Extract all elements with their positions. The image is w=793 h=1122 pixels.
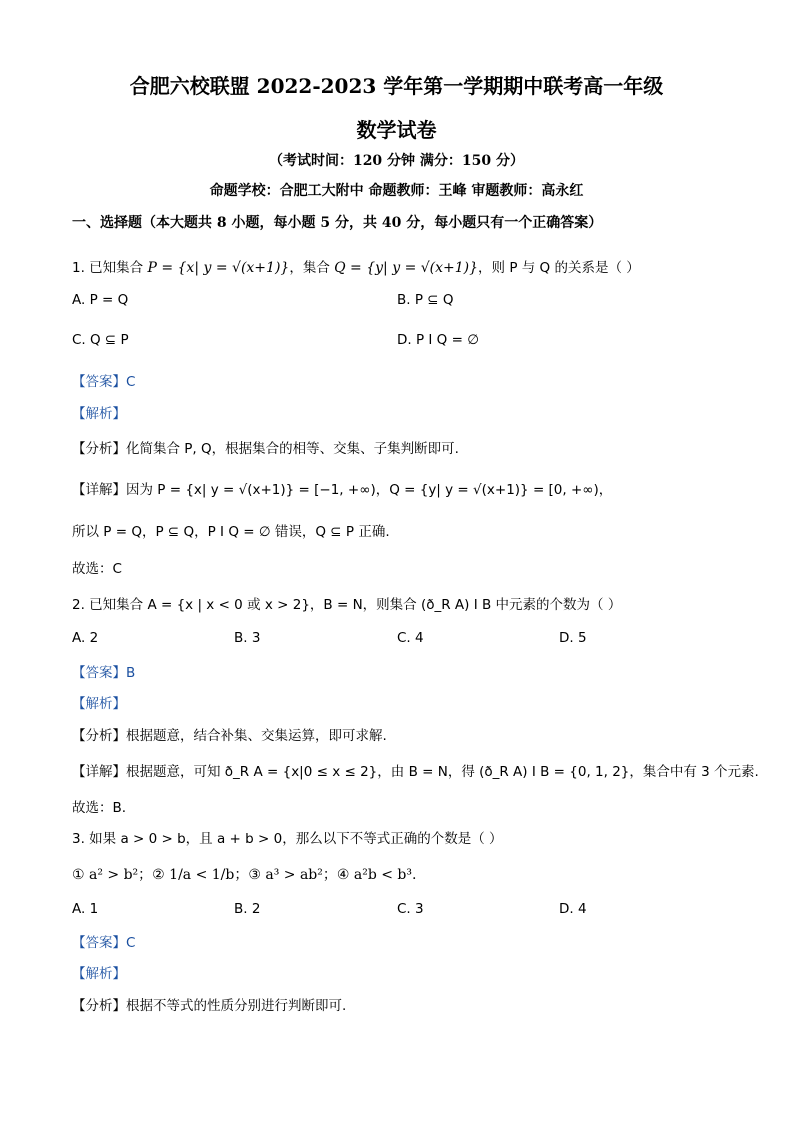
- q2-option-b: B. 3: [234, 630, 261, 646]
- q1-fenxi: 【分析】化简集合 P, Q，根据集合的相等、交集、子集判断即可.: [72, 441, 459, 457]
- q1-analysis-label: 【解析】: [72, 406, 126, 422]
- q3-fenxi: 【分析】根据不等式的性质分别进行判断即可.: [72, 998, 347, 1014]
- q2-option-d: D. 5: [559, 630, 587, 646]
- q3-stem: 3. 如果 a > 0 > b，且 a + b > 0，那么以下不等式正确的个数是（ ）: [72, 831, 503, 847]
- q3-option-d: D. 4: [559, 901, 587, 917]
- exam-authors: 命题学校：合肥工大附中 命题教师：王峰 审题教师：高永红: [209, 183, 584, 199]
- q1-option-d: D. P I Q = ∅: [397, 332, 479, 348]
- q3-option-b: B. 2: [234, 901, 261, 917]
- q1-p-set: P = {x| y = √(x+1)}: [147, 260, 290, 276]
- q1-stem-a: 1. 已知集合: [72, 260, 144, 276]
- q3-answer: 【答案】C: [72, 935, 136, 951]
- q1-detail: 【详解】因为 P = {x| y = √(x+1)} = [−1, +∞)，Q = {y| y = √(x+1)} = [0, +∞)，: [72, 482, 613, 498]
- q1-option-a: A. P = Q: [72, 292, 129, 308]
- q1-detail-2: 所以 P = Q，P ⊆ Q，P I Q = ∅ 错误，Q ⊆ P 正确.: [72, 524, 390, 540]
- q2-answer: 【答案】B: [72, 665, 136, 681]
- section-heading: 一、选择题（本大题共 8 小题，每小题 5 分，共 40 分，每小题只有一个正确答案）: [72, 215, 603, 231]
- q2-option-c: C. 4: [397, 630, 424, 646]
- exam-subject: 数学试卷: [356, 118, 437, 142]
- q1-q-set: Q = {y| y = √(x+1)}: [334, 260, 479, 276]
- q1-choose: 故选：C: [72, 561, 122, 577]
- q3-items: ① a² > b²；② 1/a < 1/b；③ a³ > ab²；④ a²b < b³.: [72, 867, 417, 883]
- q2-choose: 故选：B.: [72, 800, 127, 816]
- q3-analysis-label: 【解析】: [72, 966, 126, 982]
- exam-title: 合肥六校联盟 2022-2023 学年第一学期期中联考高一年级: [129, 74, 664, 98]
- q2-option-a: A. 2: [72, 630, 99, 646]
- q2-fenxi: 【分析】根据题意，结合补集、交集运算，即可求解.: [72, 728, 387, 744]
- q1-stem-b: ，集合: [289, 260, 330, 276]
- q1-stem: [72, 256, 640, 276]
- q2-detail: 【详解】根据题意，可知 ð_R A = {x|0 ≤ x ≤ 2}，由 B = N，得 (ð_R A) I B = {0, 1, 2}，集合中有 3 个元素.: [72, 764, 759, 780]
- q1-option-b: B. P ⊆ Q: [397, 292, 454, 308]
- q2-stem: 2. 已知集合 A = {x | x < 0 或 x > 2}，B = N，则集合 (ð_R A) I B 中元素的个数为（ ）: [72, 597, 622, 613]
- q2-analysis-label: 【解析】: [72, 696, 126, 712]
- q1-answer: 【答案】C: [72, 374, 136, 390]
- exam-info: （考试时间：120 分钟 满分：150 分）: [268, 153, 525, 169]
- q3-option-c: C. 3: [397, 901, 424, 917]
- q1-stem-c: ，则 P 与 Q 的关系是（ ）: [478, 260, 640, 276]
- q1-option-c: C. Q ⊆ P: [72, 332, 129, 348]
- q3-option-a: A. 1: [72, 901, 99, 917]
